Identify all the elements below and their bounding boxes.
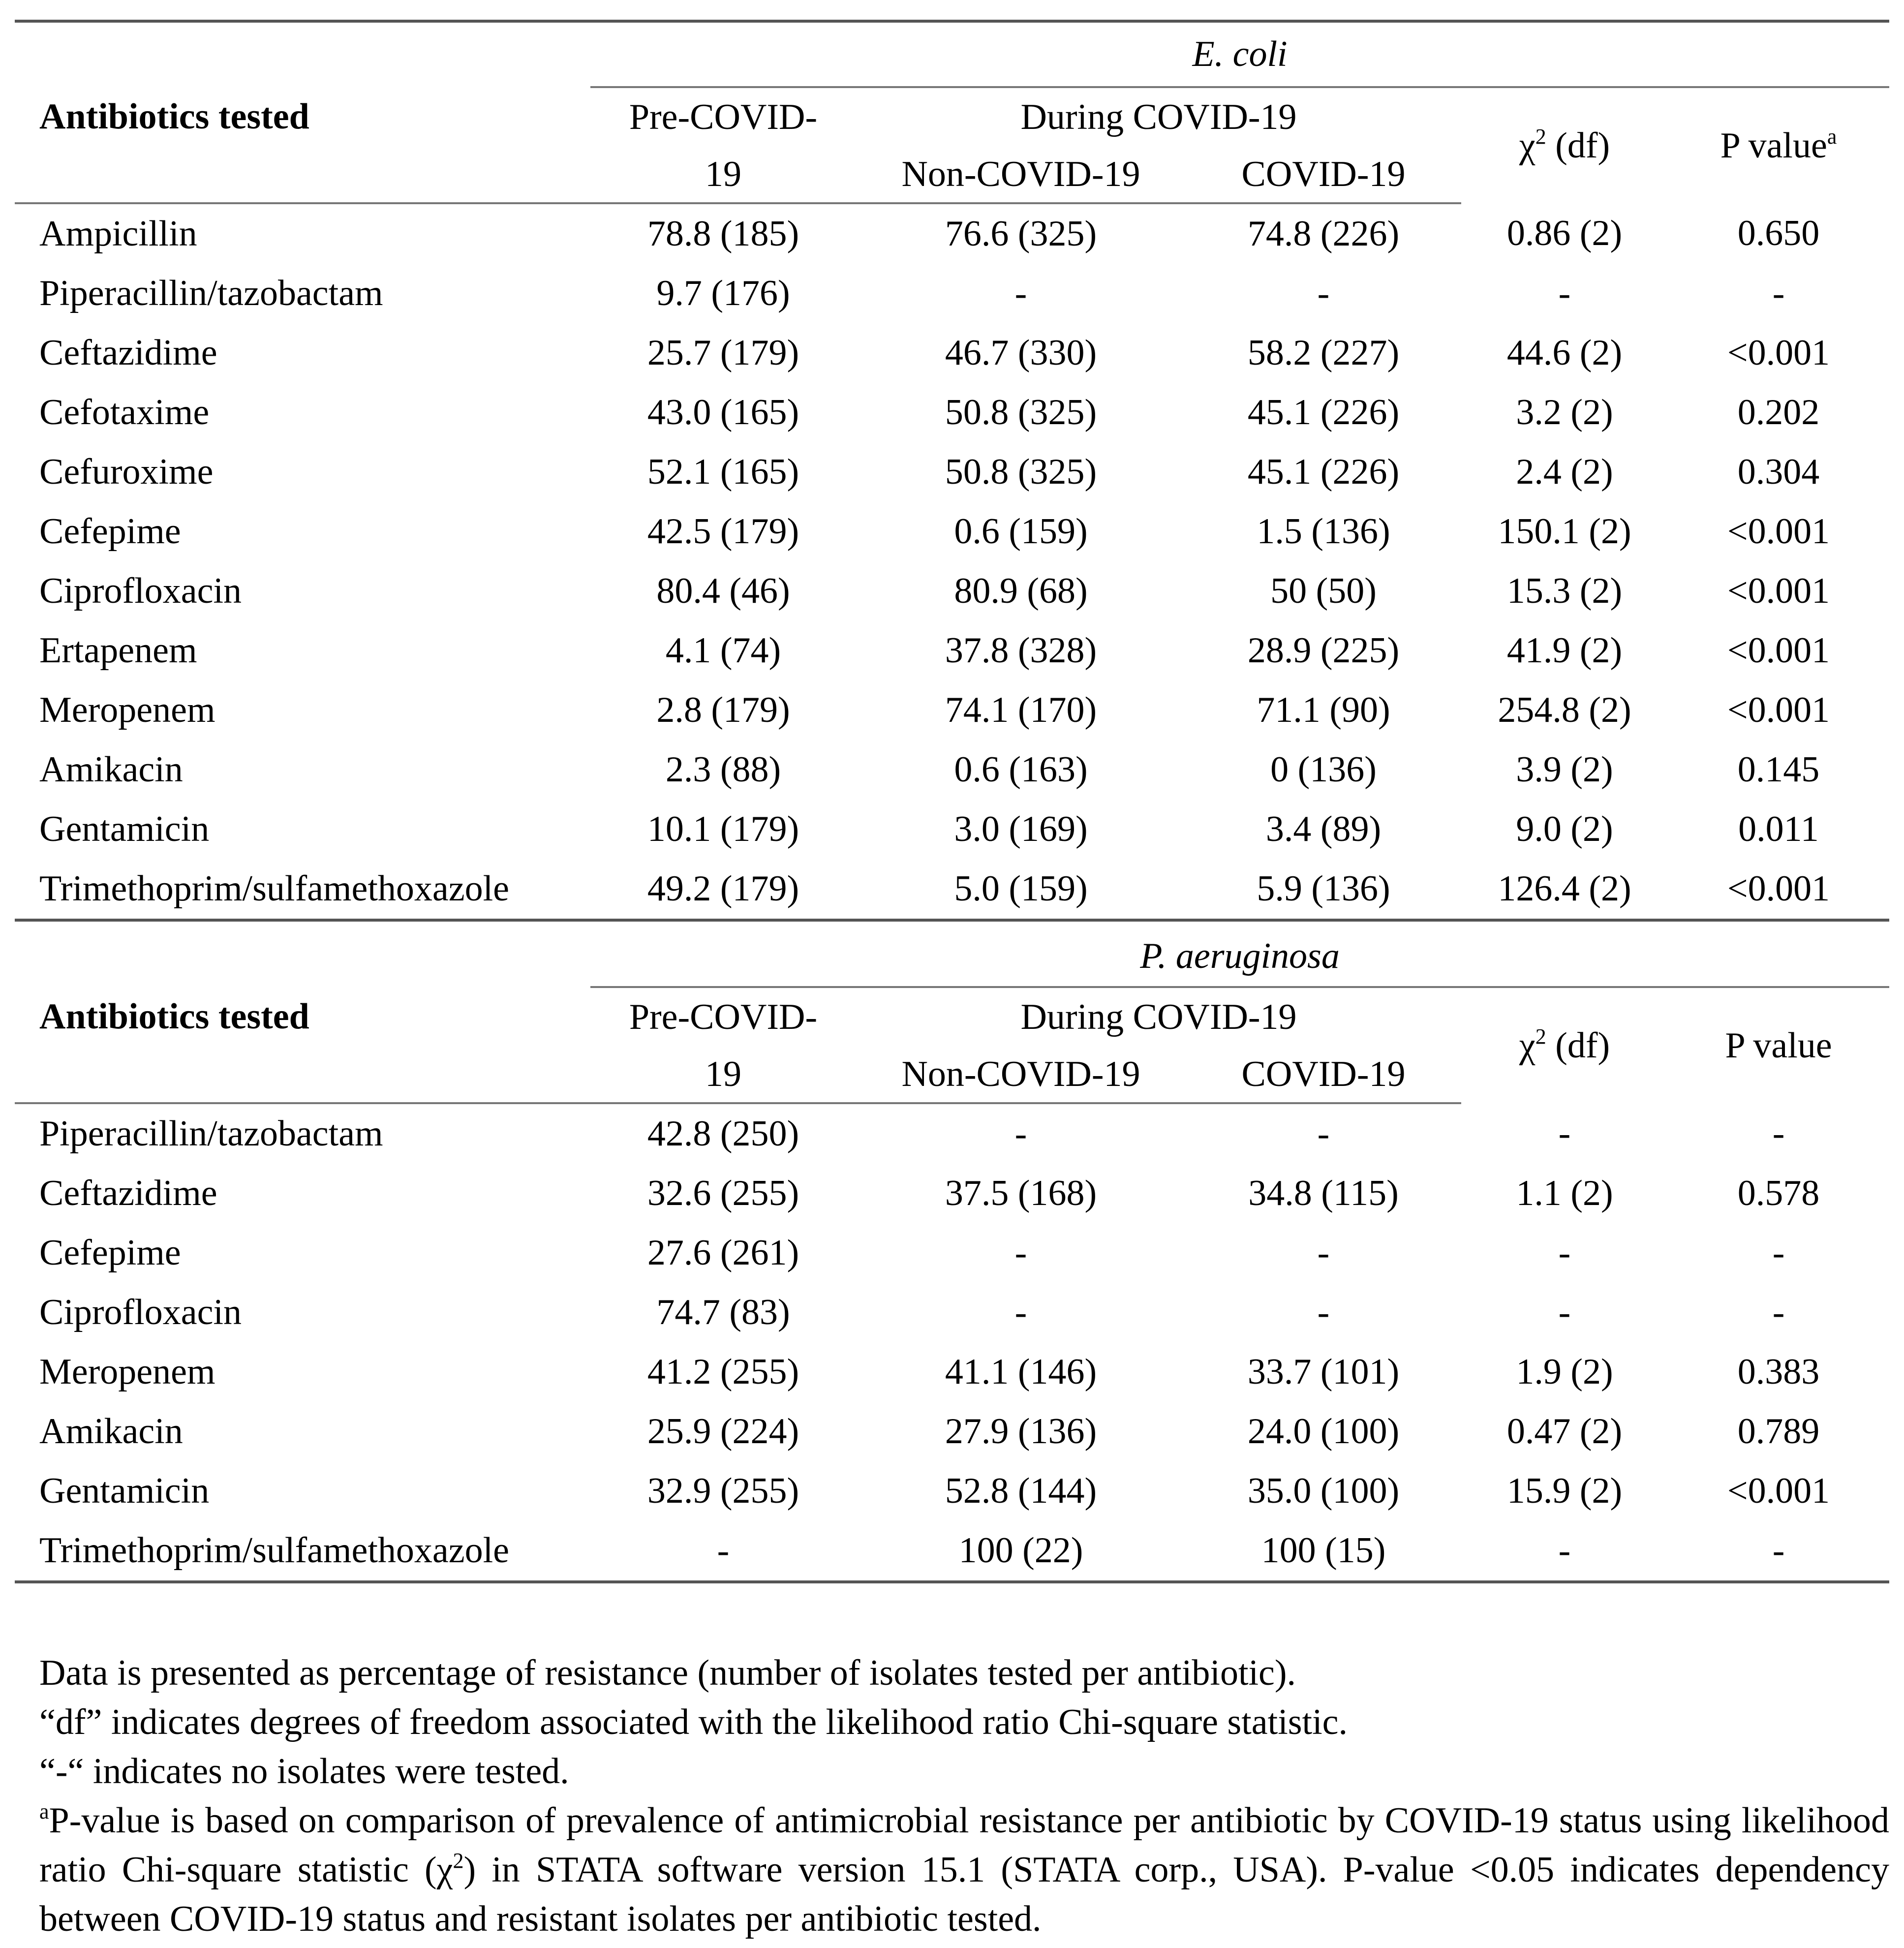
cell-covid: - <box>1317 1292 1330 1332</box>
cell-pre-covid: 49.2 (179) <box>590 859 856 920</box>
cell-non-covid: 76.6 (325) <box>945 214 1097 254</box>
table-row <box>15 1461 1889 1521</box>
cell-covid: 100 (15) <box>1186 1521 1461 1582</box>
cell-pvalue: 0.145 <box>1737 749 1820 790</box>
col-header-pre-line1: Pre-COVID- <box>629 996 818 1037</box>
table-row <box>15 1283 1889 1342</box>
paeruginosa-rows <box>15 1103 1889 1582</box>
col-header-covid: COVID-19 <box>1186 1046 1461 1103</box>
cell-pre-covid: 78.8 (185) <box>647 214 799 254</box>
col-header-covid: COVID-19 <box>1186 146 1461 203</box>
cell-pre-covid: 2.8 (179) <box>656 690 790 730</box>
col-header-non-covid: Non-COVID-19 <box>856 146 1186 203</box>
table-row <box>15 264 1889 323</box>
table-row <box>15 680 1889 740</box>
cell-non-covid: 50.8 (325) <box>945 452 1097 492</box>
cell-non-covid: 37.8 (328) <box>945 630 1097 671</box>
col-header-antibiotics: Antibiotics tested <box>39 996 309 1037</box>
cell-pre-covid: 42.5 (179) <box>647 511 799 552</box>
cell-pvalue: - <box>1772 1113 1785 1153</box>
cell-non-covid: - <box>1014 1113 1027 1154</box>
cell-pre-covid: 52.1 (165) <box>647 452 799 492</box>
table-row <box>15 502 1889 561</box>
cell-covid: 45.1 (226) <box>1247 452 1400 492</box>
species-heading: E. coli <box>590 21 1889 87</box>
cell-chi2: 1.9 (2) <box>1516 1352 1613 1392</box>
cell-antibiotic: Piperacillin/tazobactam <box>39 1113 383 1154</box>
cell-antibiotic: Ampicillin <box>39 214 197 254</box>
table-row <box>15 442 1889 502</box>
cell-non-covid: 0.6 (159) <box>954 511 1088 552</box>
cell-pvalue: - <box>1772 1233 1785 1273</box>
cell-covid: 33.7 (101) <box>1247 1352 1400 1392</box>
col-header-chi2: $\chi^2$ (df) <box>1519 124 1610 166</box>
cell-covid: 58.2 (227) <box>1247 333 1400 373</box>
cell-pvalue: <0.001 <box>1727 333 1830 373</box>
cell-non-covid: 27.9 (136) <box>945 1411 1097 1452</box>
cell-chi2: 3.9 (2) <box>1516 749 1613 790</box>
table-row <box>15 383 1889 442</box>
cell-chi2: - <box>1558 273 1571 313</box>
table-row <box>15 1103 1889 1164</box>
cell-antibiotic: Ceftazidime <box>39 333 217 373</box>
cell-covid: 50 (50) <box>1270 571 1377 611</box>
cell-chi2: 15.9 (2) <box>1506 1471 1623 1511</box>
note-data-format: Data is presented as percentage of resistance (number of isolates tested per antibiotic). <box>39 1653 1296 1693</box>
cell-pvalue: - <box>1668 1521 1889 1582</box>
cell-pre-covid: 9.7 (176) <box>656 273 790 313</box>
cell-pre-covid: 4.1 (74) <box>665 630 781 671</box>
cell-covid: 5.9 (136) <box>1186 859 1461 920</box>
table-row <box>15 561 1889 621</box>
cell-non-covid: 37.5 (168) <box>945 1173 1097 1213</box>
cell-antibiotic: Ciprofloxacin <box>39 1292 242 1332</box>
cell-antibiotic: Cefuroxime <box>39 452 214 492</box>
cell-pvalue: <0.001 <box>1727 511 1830 552</box>
cell-antibiotic: Ertapenem <box>39 630 197 671</box>
table-row <box>15 740 1889 800</box>
cell-pvalue: 0.650 <box>1737 213 1820 253</box>
cell-pvalue: 0.789 <box>1737 1411 1820 1452</box>
cell-chi2: - <box>1558 1233 1571 1273</box>
table-row <box>15 621 1889 680</box>
cell-pre-covid: 32.6 (255) <box>647 1173 799 1213</box>
cell-non-covid: 80.9 (68) <box>954 571 1088 611</box>
cell-covid: - <box>1317 1233 1330 1273</box>
cell-non-covid: - <box>1014 1233 1027 1273</box>
cell-covid: - <box>1317 1113 1330 1154</box>
cell-non-covid: 100 (22) <box>856 1521 1186 1582</box>
cell-pre-covid: 10.1 (179) <box>647 809 799 849</box>
cell-chi2: - <box>1558 1292 1571 1332</box>
cell-covid: 34.8 (115) <box>1248 1173 1399 1213</box>
cell-chi2: 126.4 (2) <box>1461 859 1668 920</box>
cell-pre-covid: 25.7 (179) <box>647 333 799 373</box>
cell-antibiotic: Meropenem <box>39 1352 215 1392</box>
col-header-chi2: $\chi^2$ (df) <box>1519 1024 1610 1066</box>
cell-pvalue: <0.001 <box>1727 690 1830 730</box>
col-header-non-covid: Non-COVID-19 <box>856 1046 1186 1103</box>
cell-covid: 74.8 (226) <box>1247 214 1400 254</box>
cell-covid: 24.0 (100) <box>1247 1411 1400 1452</box>
table-row <box>15 1521 1889 1582</box>
note-pvalue-footnote: $^a$P-value is based on comparison of prevalence of antimicrobial resistance per antibiotic by COVID-19 status using likelihood ratio Chi-square statistic $(\chi^2)$ in STATA software version 15.1 (STATA corp., USA). P-value <0.05 indicates dependency between COVID-19 status and resistant isolates per antibiotic tested. <box>39 1799 1889 1939</box>
col-header-pvalue: P value$^a$ <box>1720 124 1837 166</box>
cell-covid: 35.0 (100) <box>1247 1471 1400 1511</box>
cell-chi2: 15.3 (2) <box>1506 571 1623 611</box>
cell-pvalue: <0.001 <box>1668 859 1889 920</box>
species-heading: P. aeruginosa <box>590 926 1889 987</box>
table-row <box>15 1164 1889 1223</box>
cell-chi2: 3.2 (2) <box>1516 392 1613 433</box>
ecoli-table <box>15 20 1889 922</box>
cell-pvalue: 0.202 <box>1737 392 1820 433</box>
cell-non-covid: 5.0 (159) <box>856 859 1186 920</box>
cell-pvalue: - <box>1772 1292 1785 1332</box>
cell-pvalue: 0.578 <box>1737 1173 1820 1213</box>
cell-chi2: - <box>1558 1113 1571 1153</box>
note-df: “df” indicates degrees of freedom associated with the likelihood ratio Chi-square statistic. <box>39 1702 1348 1742</box>
cell-pre-covid: 27.6 (261) <box>647 1233 799 1273</box>
cell-pvalue: 0.383 <box>1737 1352 1820 1392</box>
cell-non-covid: - <box>1014 273 1027 313</box>
cell-chi2: - <box>1461 1521 1668 1582</box>
cell-pre-covid: 43.0 (165) <box>647 392 799 433</box>
cell-antibiotic: Piperacillin/tazobactam <box>39 273 383 313</box>
cell-chi2: 254.8 (2) <box>1498 690 1631 730</box>
cell-antibiotic: Gentamicin <box>39 1471 210 1511</box>
cell-antibiotic: Ceftazidime <box>39 1173 217 1213</box>
cell-chi2: 0.86 (2) <box>1506 213 1623 253</box>
cell-antibiotic: Meropenem <box>39 690 215 730</box>
cell-chi2: 44.6 (2) <box>1506 333 1623 373</box>
table-row <box>15 1342 1889 1402</box>
cell-covid: 0 (136) <box>1270 749 1377 790</box>
col-header-pre-line2: 19 <box>590 1046 856 1103</box>
cell-antibiotic: Cefepime <box>39 1233 181 1273</box>
col-header-during: During COVID-19 <box>1020 96 1297 137</box>
cell-antibiotic: Ciprofloxacin <box>39 571 242 611</box>
cell-pvalue: 0.304 <box>1737 452 1820 492</box>
col-header-during: During COVID-19 <box>1020 996 1297 1037</box>
cell-pre-covid: 25.9 (224) <box>647 1411 799 1452</box>
table-row <box>15 800 1889 859</box>
cell-chi2: 2.4 (2) <box>1516 452 1613 492</box>
cell-antibiotic: Amikacin <box>39 1411 183 1452</box>
cell-pre-covid: 74.7 (83) <box>656 1292 790 1332</box>
cell-covid: - <box>1317 273 1330 313</box>
cell-pre-covid: 41.2 (255) <box>647 1352 799 1392</box>
cell-pvalue: <0.001 <box>1727 630 1830 671</box>
cell-covid: 28.9 (225) <box>1247 630 1400 671</box>
cell-antibiotic: Cefotaxime <box>39 392 210 433</box>
cell-pre-covid: - <box>590 1521 856 1582</box>
cell-pre-covid: 42.8 (250) <box>647 1113 799 1154</box>
cell-non-covid: 52.8 (144) <box>945 1471 1097 1511</box>
col-header-pre-line2: 19 <box>590 146 856 203</box>
cell-non-covid: 0.6 (163) <box>954 749 1088 790</box>
cell-pvalue: - <box>1772 273 1785 313</box>
col-header-pvalue: P value <box>1725 1025 1832 1066</box>
cell-non-covid: - <box>1014 1292 1027 1332</box>
table-row <box>15 323 1889 383</box>
cell-covid: 45.1 (226) <box>1247 392 1400 433</box>
paeruginosa-table <box>15 926 1889 1583</box>
cell-pvalue: <0.001 <box>1727 571 1830 611</box>
table-row <box>15 1402 1889 1461</box>
table-row <box>15 1223 1889 1283</box>
col-header-pre-line1: Pre-COVID- <box>629 96 818 137</box>
col-header-antibiotics: Antibiotics tested <box>39 96 309 137</box>
cell-pre-covid: 80.4 (46) <box>656 571 790 611</box>
cell-chi2: 9.0 (2) <box>1516 809 1613 849</box>
ecoli-rows <box>15 203 1889 920</box>
note-dash: “-“ indicates no isolates were tested. <box>39 1751 569 1792</box>
cell-non-covid: 50.8 (325) <box>945 392 1097 433</box>
cell-covid: 3.4 (89) <box>1265 809 1382 849</box>
cell-antibiotic: Trimethoprim/sulfamethoxazole <box>15 1521 590 1582</box>
cell-chi2: 41.9 (2) <box>1506 630 1623 671</box>
cell-non-covid: 41.1 (146) <box>945 1352 1097 1392</box>
cell-chi2: 1.1 (2) <box>1516 1173 1613 1213</box>
table-notes <box>39 1648 1889 1944</box>
cell-pvalue: <0.001 <box>1727 1471 1830 1511</box>
cell-pre-covid: 2.3 (88) <box>665 749 781 790</box>
cell-pre-covid: 32.9 (255) <box>647 1471 799 1511</box>
cell-non-covid: 3.0 (169) <box>954 809 1088 849</box>
table-row <box>15 859 1889 920</box>
cell-pvalue: 0.011 <box>1738 809 1819 849</box>
cell-antibiotic: Gentamicin <box>39 809 210 849</box>
cell-antibiotic: Trimethoprim/sulfamethoxazole <box>15 859 590 920</box>
cell-non-covid: 46.7 (330) <box>945 333 1097 373</box>
cell-chi2: 0.47 (2) <box>1506 1411 1623 1452</box>
cell-covid: 71.1 (90) <box>1257 690 1390 730</box>
table-row <box>15 203 1889 264</box>
cell-antibiotic: Cefepime <box>39 511 181 552</box>
cell-chi2: 150.1 (2) <box>1498 511 1631 552</box>
cell-non-covid: 74.1 (170) <box>945 690 1097 730</box>
cell-antibiotic: Amikacin <box>39 749 183 790</box>
cell-covid: 1.5 (136) <box>1257 511 1390 552</box>
